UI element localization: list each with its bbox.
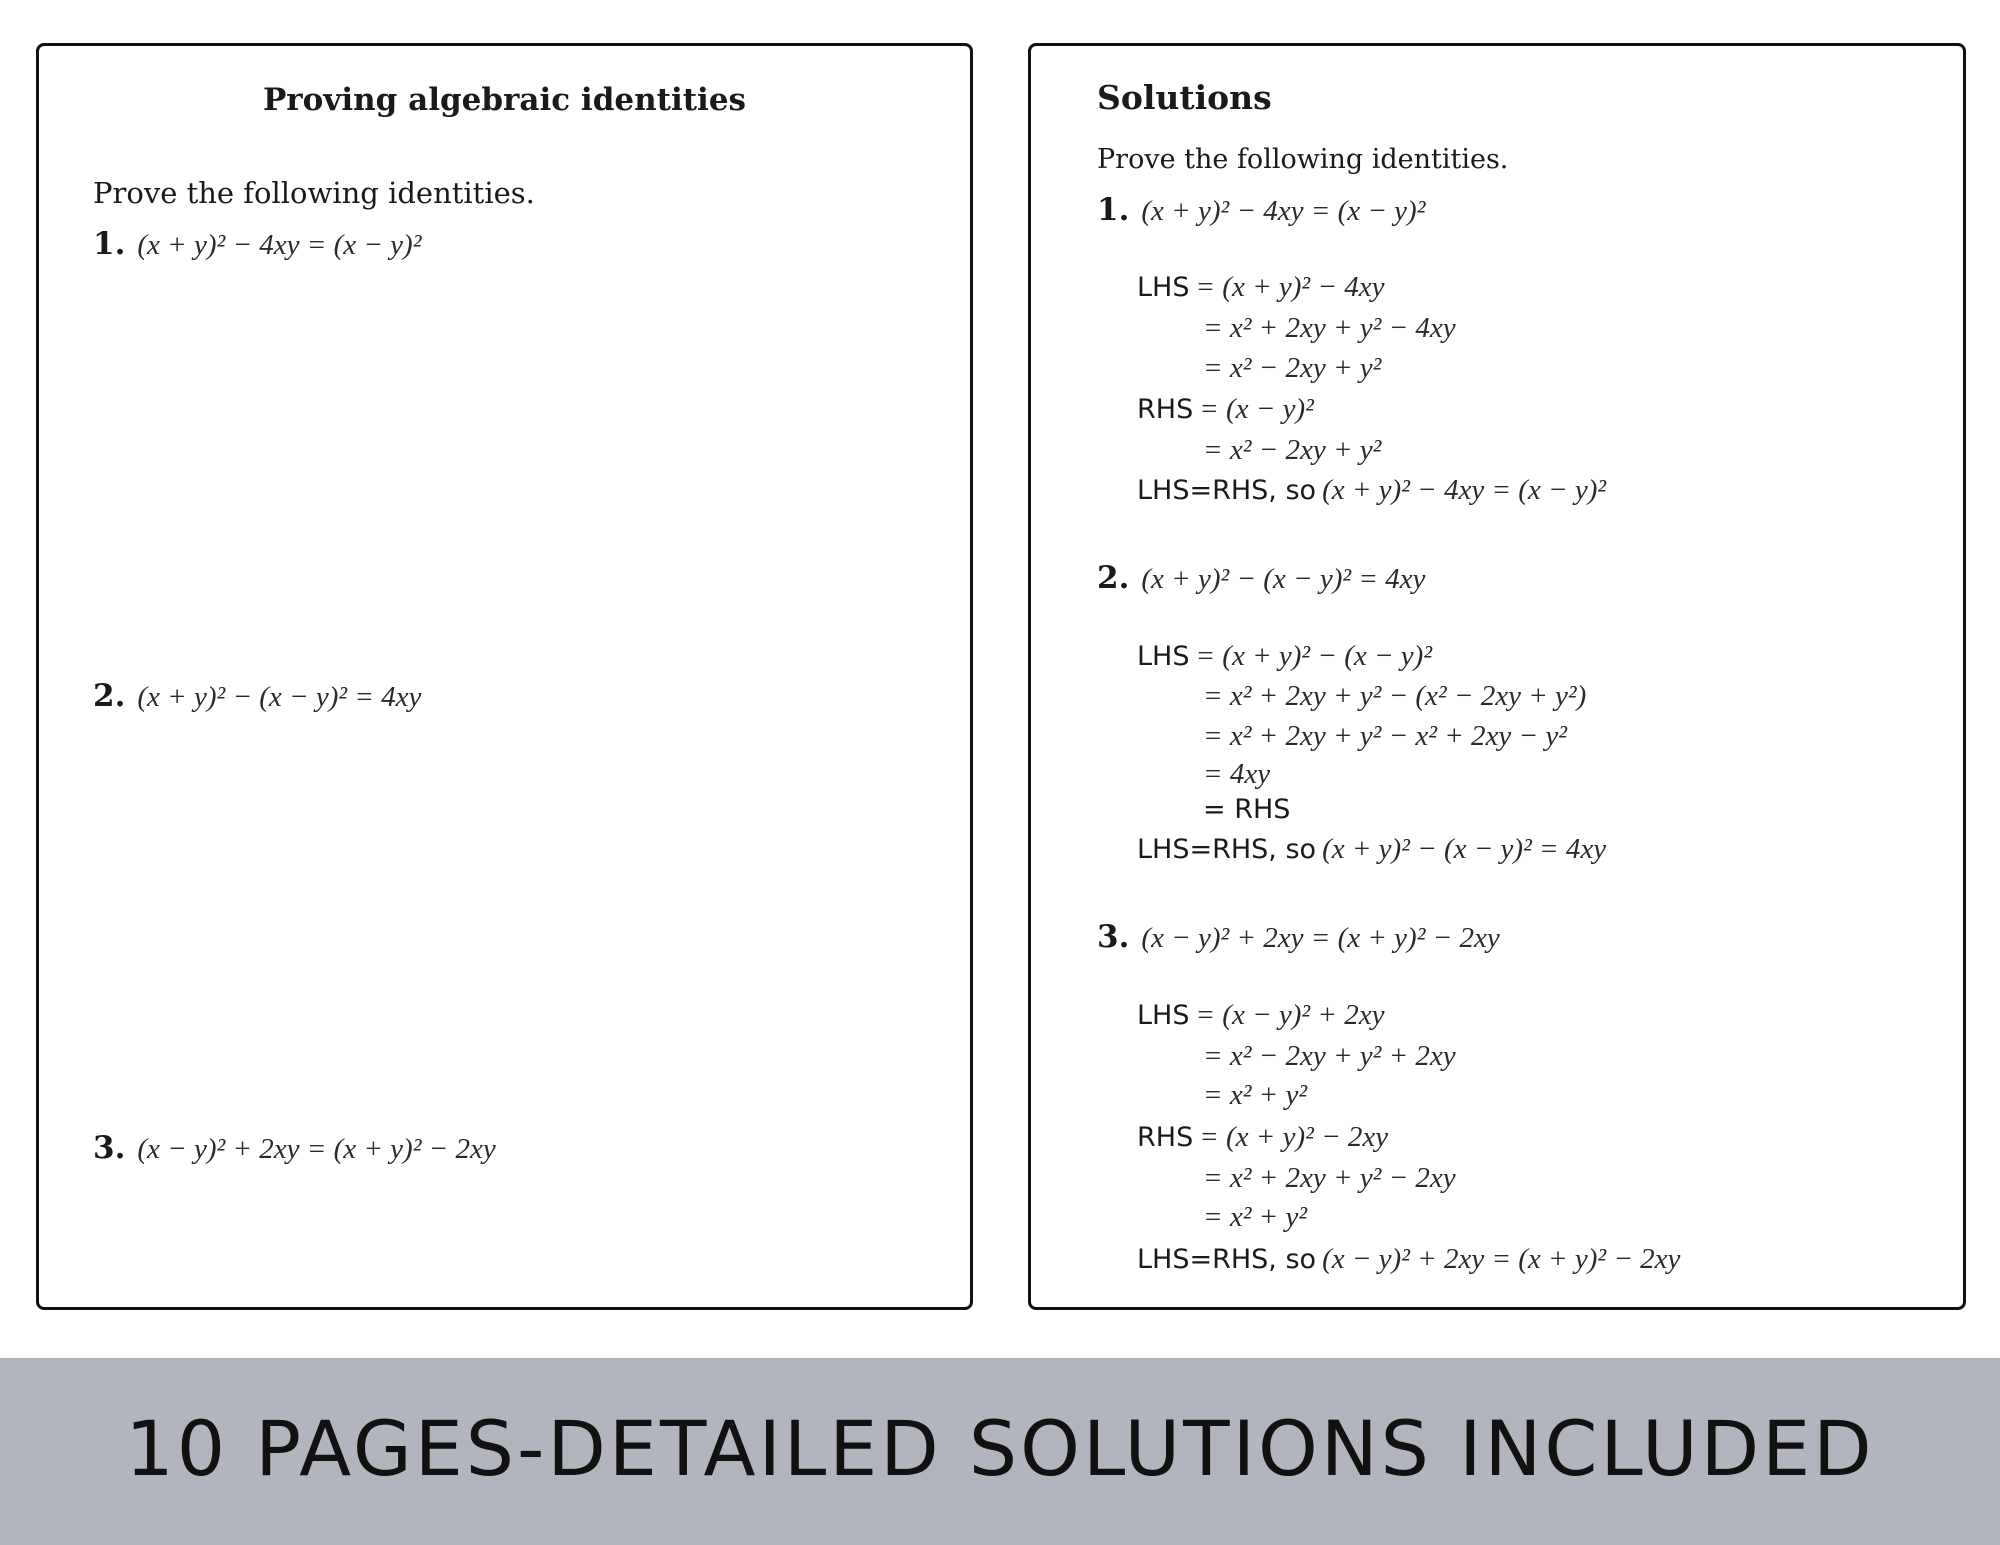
solution-step: = x² + 2xy + y² − (x² − 2xy + y²) xyxy=(1203,680,1587,712)
solution-number: 2. xyxy=(1097,560,1130,596)
solution-step: RHS = (x − y)² xyxy=(1137,393,1314,425)
question-2 xyxy=(93,678,421,714)
solution-1-heading xyxy=(1097,192,1425,228)
question-identity: (x + y)² − 4xy = (x − y)² xyxy=(137,229,422,261)
worksheet-title: Proving algebraic identities xyxy=(263,82,746,118)
question-number: 3. xyxy=(93,1130,126,1166)
question-identity: (x − y)² + 2xy = (x + y)² − 2xy xyxy=(137,1133,496,1165)
solution-step: = x² − 2xy + y² xyxy=(1203,352,1382,384)
solution-conclusion: LHS=RHS, so (x − y)² + 2xy = (x + y)² − 2xy xyxy=(1137,1243,1681,1275)
solution-step: = x² + y² xyxy=(1203,1079,1308,1111)
solution-number: 1. xyxy=(1097,192,1130,228)
question-3 xyxy=(93,1130,496,1166)
solution-2-heading xyxy=(1097,560,1425,596)
solution-step: = x² − 2xy + y² + 2xy xyxy=(1203,1040,1456,1072)
question-identity: (x + y)² − (x − y)² = 4xy xyxy=(137,681,422,713)
solution-step: = x² + 2xy + y² − 4xy xyxy=(1203,312,1456,344)
banner-text: 10 PAGES-DETAILED SOLUTIONS INCLUDED xyxy=(125,1404,1875,1493)
solutions-title: Solutions xyxy=(1097,78,1272,117)
solutions-instruction: Prove the following identities. xyxy=(1097,144,1509,175)
worksheet-page xyxy=(36,43,973,1310)
solution-step: = x² + 2xy + y² − x² + 2xy − y² xyxy=(1203,720,1567,752)
solution-step: RHS = (x + y)² − 2xy xyxy=(1137,1121,1389,1153)
solution-step: LHS = (x − y)² + 2xy xyxy=(1137,999,1385,1031)
solution-step: = x² + y² xyxy=(1203,1201,1308,1233)
question-number: 1. xyxy=(93,226,126,262)
solution-conclusion: LHS=RHS, so (x + y)² − (x − y)² = 4xy xyxy=(1137,833,1607,865)
solutions-page xyxy=(1028,43,1966,1310)
solution-step: = x² + 2xy + y² − 2xy xyxy=(1203,1162,1456,1194)
solution-step: = x² − 2xy + y² xyxy=(1203,434,1382,466)
solution-conclusion: LHS=RHS, so (x + y)² − 4xy = (x − y)² xyxy=(1137,474,1607,506)
solution-number: 3. xyxy=(1097,919,1130,955)
solution-3-heading xyxy=(1097,919,1500,955)
question-number: 2. xyxy=(93,678,126,714)
solution-step: LHS = (x + y)² − 4xy xyxy=(1137,271,1385,303)
question-1 xyxy=(93,226,421,262)
solution-identity: (x + y)² − (x − y)² = 4xy xyxy=(1141,563,1426,595)
solution-step: = 4xy xyxy=(1203,758,1271,790)
solution-step: LHS = (x + y)² − (x − y)² xyxy=(1137,640,1433,672)
solution-identity: (x + y)² − 4xy = (x − y)² xyxy=(1141,195,1426,227)
worksheet-instruction: Prove the following identities. xyxy=(93,176,535,210)
solution-identity: (x − y)² + 2xy = (x + y)² − 2xy xyxy=(1141,922,1500,954)
solution-step: = RHS xyxy=(1203,794,1291,825)
promo-banner xyxy=(0,1358,2000,1545)
